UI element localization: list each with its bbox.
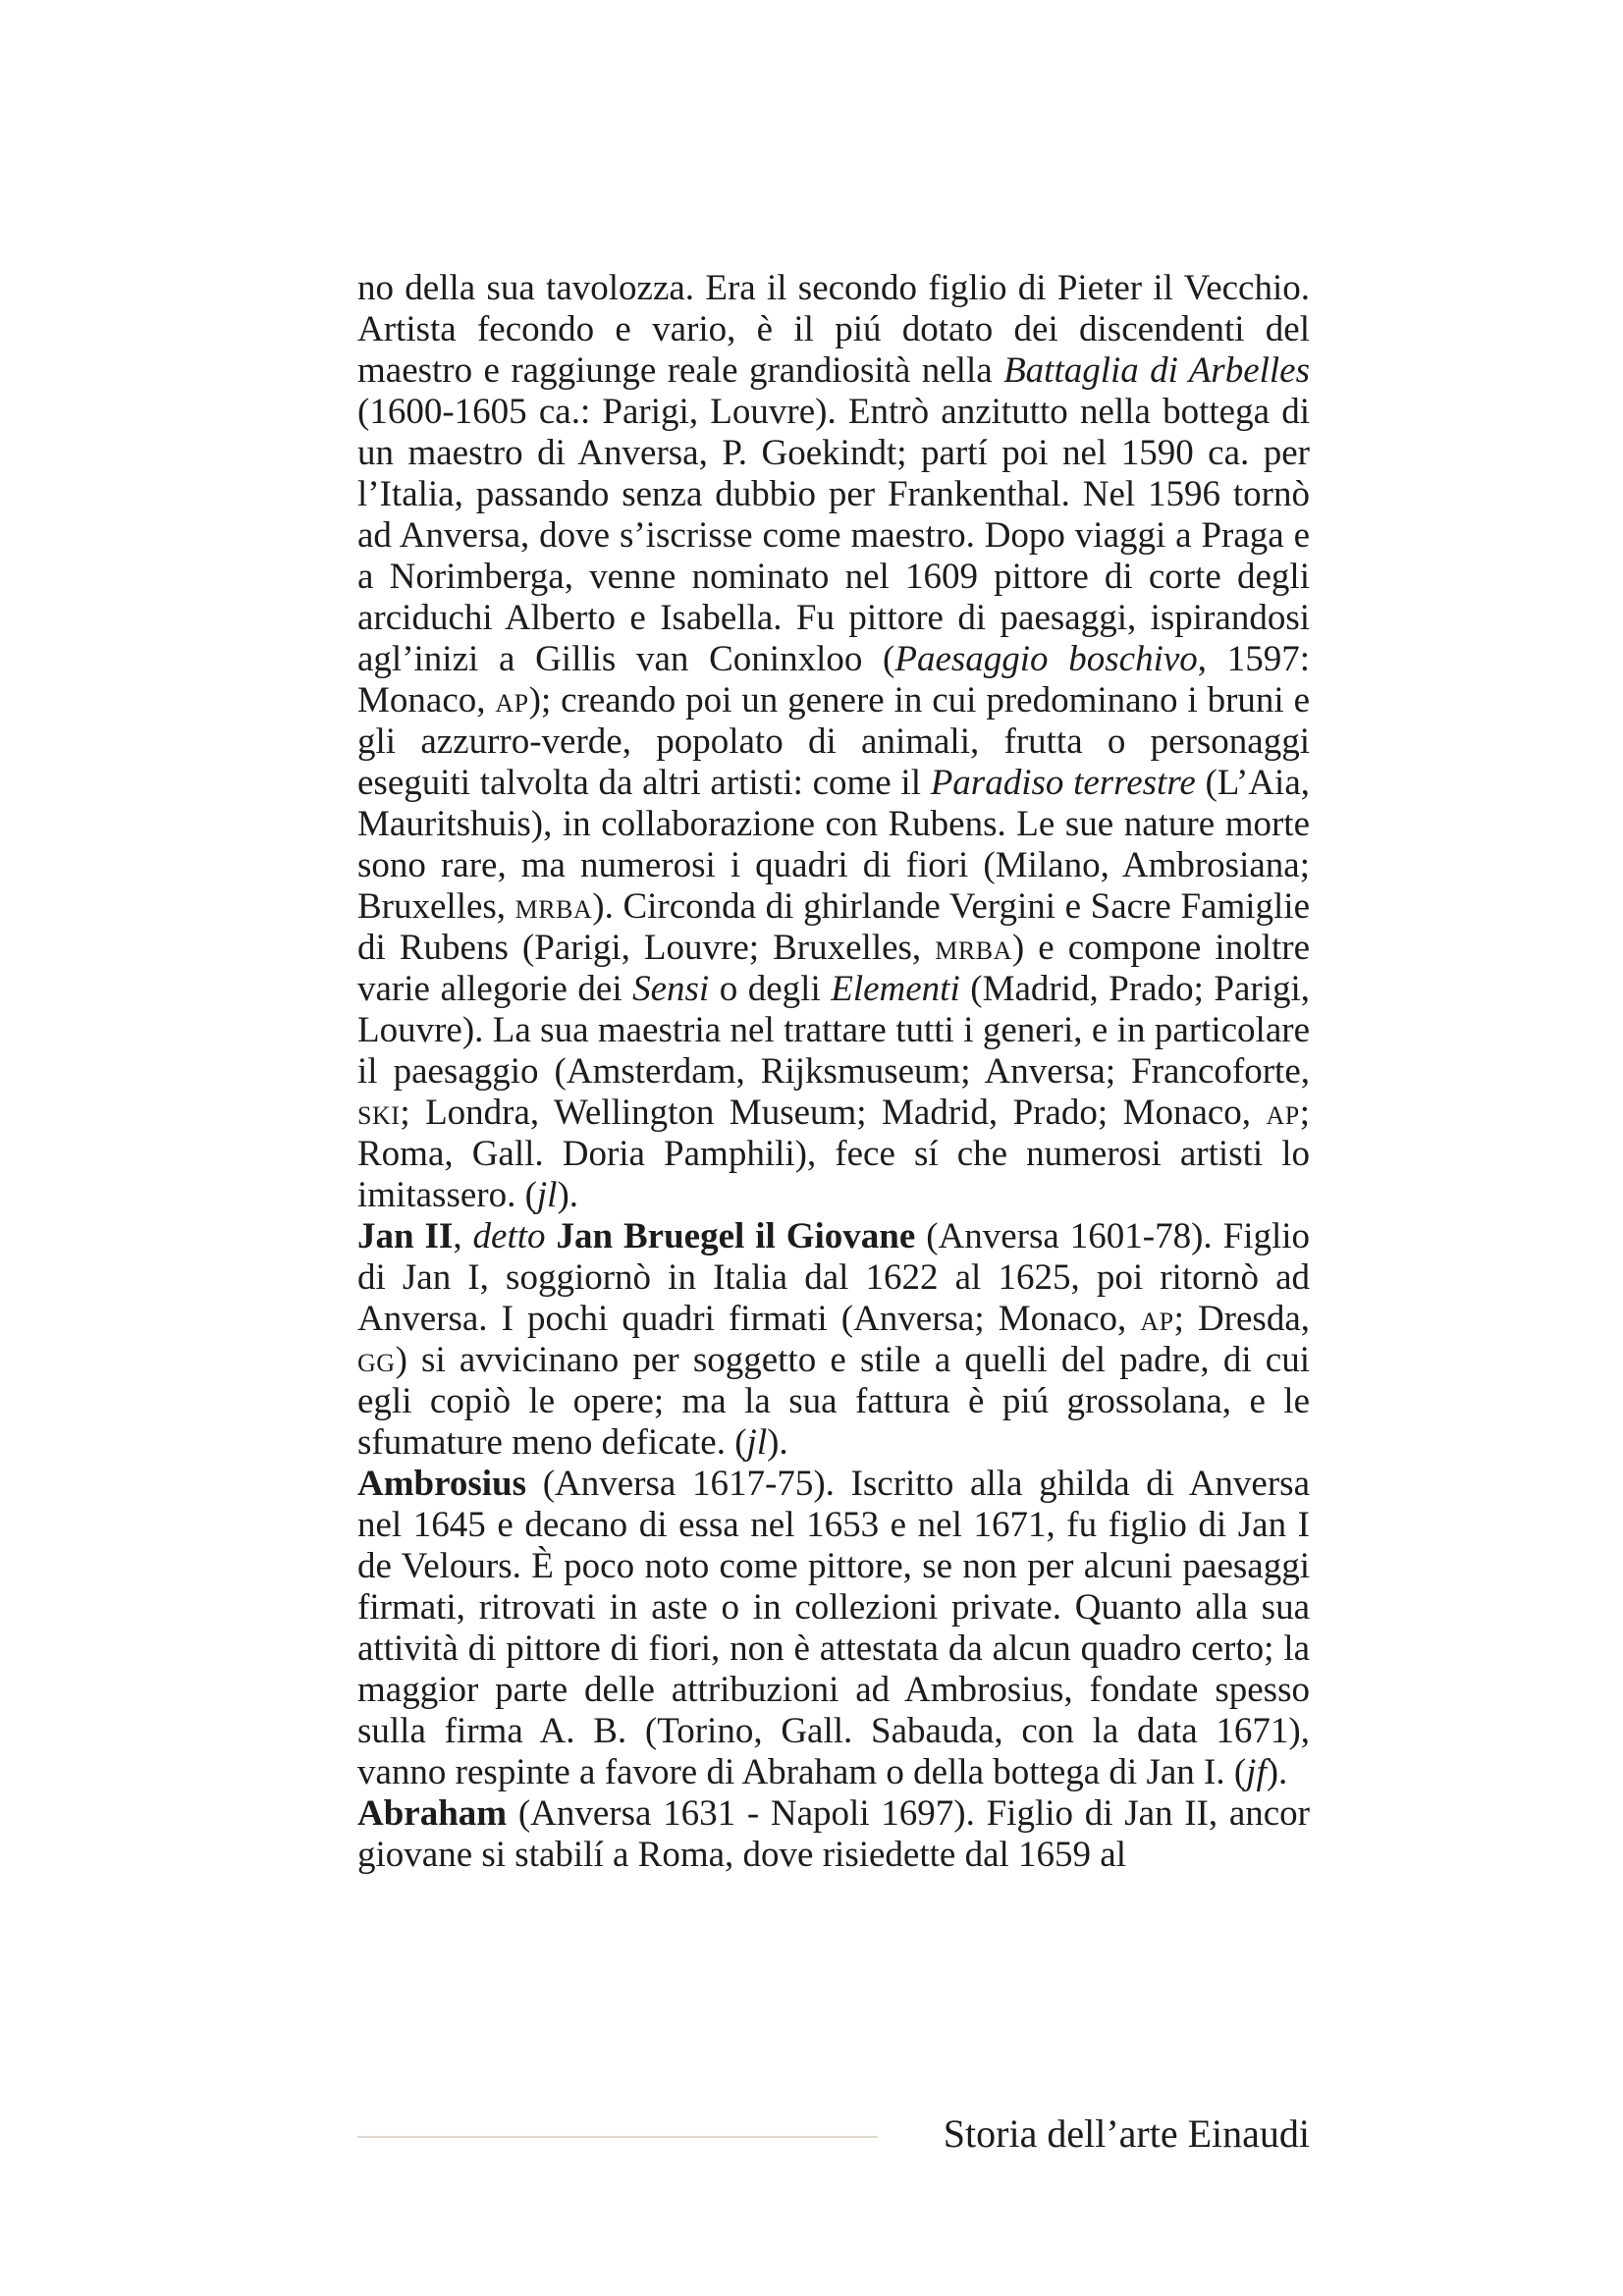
italic-text: Sensi [632,969,710,1009]
abbreviation: ap [1140,1299,1174,1339]
abbreviation: gg [357,1340,396,1380]
text-run: o degli [709,969,832,1009]
text-run: ); creando poi un genere in cui predominano i bruni e gli azzurro-verde, popolato di animali, frutta o personaggi eseguiti talvolta da altri artisti: come il [357,680,1310,803]
italic-text: jl [746,1422,768,1463]
bold-text: Jan Bruegel il Giovane [556,1216,916,1256]
text-run: ). [767,1422,788,1463]
italic-text: jf [1246,1752,1267,1792]
text-run: ; Dresda, [1173,1299,1310,1339]
body-text [357,268,1310,1876]
italic-text: jl [536,1175,558,1215]
italic-text: Battaglia di Arbelles [1003,350,1310,391]
text-run: ). Circonda di ghirlande Vergini e Sacre Famiglie di Rubens (Parigi, Louvre; Bruxelles, [357,886,1310,968]
paragraph-ambrosius [357,1464,1310,1793]
italic-text: Paradiso terrestre [930,763,1196,803]
text-run: (Anversa 1617-75). Iscritto alla ghilda di Anversa nel 1645 e decano di essa nel 1653 e nel 1671, fu figlio di Jan I de Velours. È poco noto come pittore, se non per alcuni paesaggi firmati, ritrovati in aste o in collezioni private. Quanto alla sua attività di pittore di fiori, non è attestata da alcun quadro certo; la maggior parte delle attribuzioni ad Ambrosius, fondate spesso sulla firma A. B. (Torino, Gall. Sabauda, con la data 1671), vanno respinte a favore di Abraham o della bottega di Jan I. ( [357,1464,1310,1792]
bold-text: Ambrosius [357,1464,527,1504]
abbreviation: ap [1266,1093,1300,1133]
text-run [546,1216,557,1256]
text-run: (1600-1605 ca.: Parigi, Louvre). Entrò anzitutto nella bottega di un maestro di Anversa, P. Goekindt; partí poi nel 1590 ca. per l’Italia, passando senza dubbio per Frankenthal. Nel 1596 tornò ad Anversa, dove s’iscrisse come maestro. Dopo viaggi a Praga e a Norimberga, venne nominato nel 1609 pittore di corte degli arciduchi Alberto e Isabella. Fu pittore di paesaggi, ispirandosi agl’inizi a Gillis van Coninxloo ( [357,392,1310,679]
footer-rule [357,2136,878,2138]
text-run: (Anversa 1601-78). Figlio di Jan I, soggiornò in Italia dal 1622 al 1625, poi ritornò ad Anversa. I pochi quadri firmati (Anversa; Monaco, [357,1216,1311,1339]
text-run: ) e compone inoltre varie allegorie dei [357,928,1310,1009]
text-run: , 1597: Monaco, [357,639,1310,721]
text-run: ) si avvicinano per soggetto e stile a quelli del padre, di cui egli copiò le opere; ma la sua fattura è piú grossolana, e le sfumature meno deficate. ( [357,1340,1310,1463]
text-run: , [453,1216,473,1256]
abbreviation: ap [495,680,529,721]
abbreviation: mrba [514,886,593,927]
italic-text: Paesaggio boschivo [894,639,1198,679]
italic-text: Elementi [831,969,960,1009]
abbreviation: ski [357,1093,401,1133]
text-run: ; Roma, Gall. Doria Pamphili), fece sí che numerosi artisti lo imitassero. ( [357,1093,1310,1215]
text-run: (Madrid, Prado; Parigi, Louvre). La sua maestria nel trattare tutti i generi, e in particolare il paesaggio (Amsterdam, Rijksmuseum; Anversa; Francoforte, [357,969,1311,1092]
text-run: ). [1266,1752,1288,1792]
bold-text: Abraham [357,1793,508,1834]
paragraph-jan-ii [357,1216,1310,1464]
italic-text: detto [472,1216,546,1256]
footer-title: Storia dell’arte Einaudi [943,2111,1310,2156]
paragraph-jan-i-continued [357,268,1310,1216]
bold-text: Jan II [357,1216,454,1256]
text-run: (Anversa 1631 - Napoli 1697). Figlio di Jan II, ancor giovane si stabilí a Roma, dove risiedette dal 1659 al [357,1793,1310,1875]
paragraph-abraham [357,1793,1310,1876]
text-run: (L’Aia, Mauritshuis), in collaborazione con Rubens. Le sue nature morte sono rare, ma numerosi i quadri di fiori (Milano, Ambrosiana; Bruxelles, [357,763,1310,927]
abbreviation: mrba [935,928,1012,968]
text-run: no della sua tavolozza. Era il secondo figlio di Pieter il Vecchio. Artista fecondo e vario, è il piú dotato dei discendenti del maestro e raggiunge reale grandiosità nella [357,268,1310,391]
text-run: ; Londra, Wellington Museum; Madrid, Prado; Monaco, [400,1093,1267,1133]
text-run: ). [557,1175,579,1215]
